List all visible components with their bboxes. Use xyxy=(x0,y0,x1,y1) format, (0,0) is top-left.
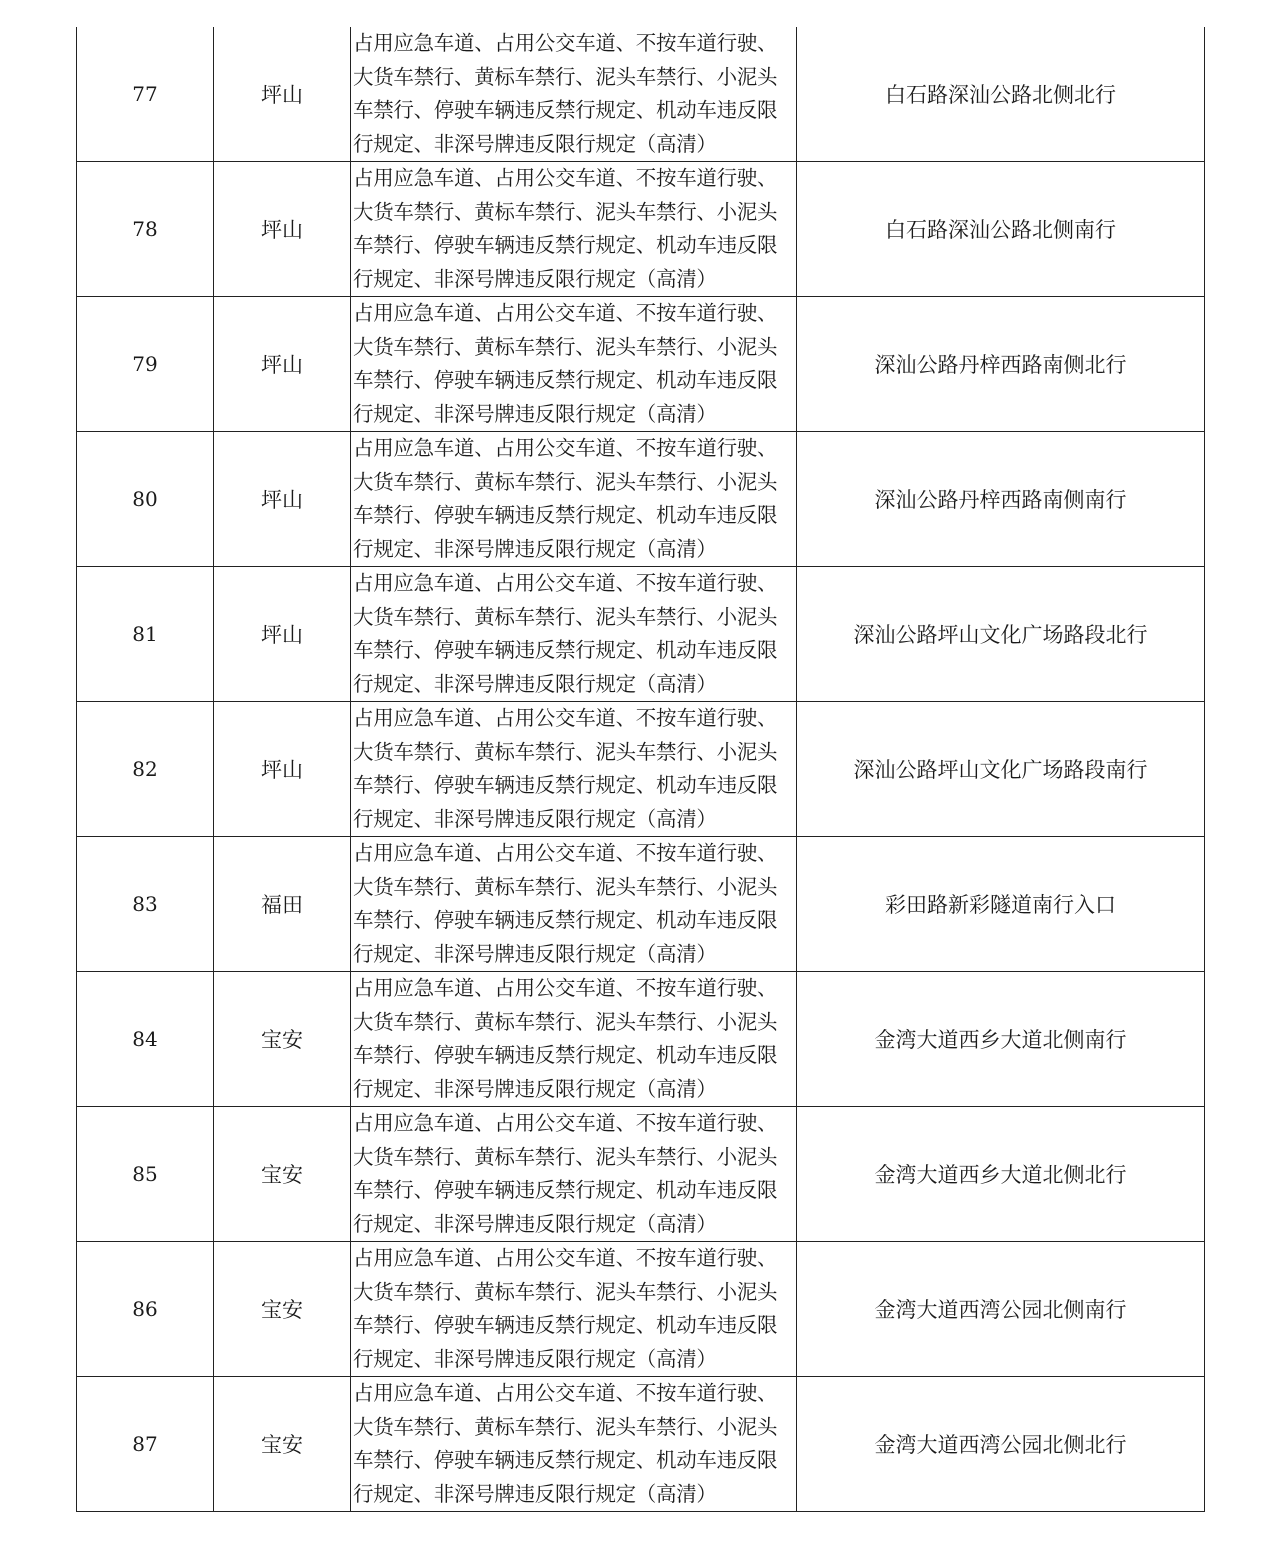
violation-types xyxy=(351,432,797,567)
row-number: 84 xyxy=(77,972,214,1107)
violation-types xyxy=(351,1377,797,1512)
location: 白石路深汕公路北侧北行 xyxy=(797,27,1205,162)
document-table-container xyxy=(76,27,1204,1512)
table-row xyxy=(77,1242,1205,1377)
table-row xyxy=(77,837,1205,972)
district: 坪山 xyxy=(214,567,351,702)
location: 深汕公路坪山文化广场路段北行 xyxy=(797,567,1205,702)
table-row xyxy=(77,1107,1205,1242)
table-row xyxy=(77,702,1205,837)
violation-text: 占用应急车道、占用公交车道、不按车道行驶、大货车禁行、黄标车禁行、泥头车禁行、小泥头车禁行、停驶车辆违反禁行规定、机动车违反限行规定、非深号牌违反限行规定（高清） xyxy=(353,31,778,156)
district: 宝安 xyxy=(214,972,351,1107)
location: 彩田路新彩隧道南行入口 xyxy=(797,837,1205,972)
violation-text: 占用应急车道、占用公交车道、不按车道行驶、大货车禁行、黄标车禁行、泥头车禁行、小泥头车禁行、停驶车辆违反禁行规定、机动车违反限行规定、非深号牌违反限行规定（高清） xyxy=(353,706,778,831)
row-number: 79 xyxy=(77,297,214,432)
location: 金湾大道西乡大道北侧南行 xyxy=(797,972,1205,1107)
violation-text: 占用应急车道、占用公交车道、不按车道行驶、大货车禁行、黄标车禁行、泥头车禁行、小泥头车禁行、停驶车辆违反禁行规定、机动车违反限行规定、非深号牌违反限行规定（高清） xyxy=(353,976,778,1101)
table-row xyxy=(77,972,1205,1107)
violation-types xyxy=(351,567,797,702)
row-number: 82 xyxy=(77,702,214,837)
district: 坪山 xyxy=(214,702,351,837)
location: 金湾大道西湾公园北侧南行 xyxy=(797,1242,1205,1377)
violation-types xyxy=(351,1107,797,1242)
table-row xyxy=(77,27,1205,162)
table-row xyxy=(77,567,1205,702)
location: 深汕公路坪山文化广场路段南行 xyxy=(797,702,1205,837)
violation-text: 占用应急车道、占用公交车道、不按车道行驶、大货车禁行、黄标车禁行、泥头车禁行、小泥头车禁行、停驶车辆违反禁行规定、机动车违反限行规定、非深号牌违反限行规定（高清） xyxy=(353,571,778,696)
violation-text: 占用应急车道、占用公交车道、不按车道行驶、大货车禁行、黄标车禁行、泥头车禁行、小泥头车禁行、停驶车辆违反禁行规定、机动车违反限行规定、非深号牌违反限行规定（高清） xyxy=(353,166,778,291)
violation-types xyxy=(351,27,797,162)
violation-types xyxy=(351,837,797,972)
violation-types xyxy=(351,297,797,432)
location: 金湾大道西湾公园北侧北行 xyxy=(797,1377,1205,1512)
district: 坪山 xyxy=(214,432,351,567)
table-row xyxy=(77,297,1205,432)
row-number: 86 xyxy=(77,1242,214,1377)
row-number: 80 xyxy=(77,432,214,567)
row-number: 85 xyxy=(77,1107,214,1242)
table-row xyxy=(77,162,1205,297)
district: 坪山 xyxy=(214,297,351,432)
violation-types xyxy=(351,1242,797,1377)
row-number: 78 xyxy=(77,162,214,297)
violation-types xyxy=(351,972,797,1107)
row-number: 77 xyxy=(77,27,214,162)
location: 深汕公路丹梓西路南侧南行 xyxy=(797,432,1205,567)
violation-types xyxy=(351,162,797,297)
table-row xyxy=(77,432,1205,567)
violation-text: 占用应急车道、占用公交车道、不按车道行驶、大货车禁行、黄标车禁行、泥头车禁行、小泥头车禁行、停驶车辆违反禁行规定、机动车违反限行规定、非深号牌违反限行规定（高清） xyxy=(353,301,778,426)
row-number: 87 xyxy=(77,1377,214,1512)
enforcement-points-table xyxy=(76,27,1205,1512)
district: 宝安 xyxy=(214,1377,351,1512)
district: 福田 xyxy=(214,837,351,972)
row-number: 81 xyxy=(77,567,214,702)
district: 宝安 xyxy=(214,1242,351,1377)
violation-text: 占用应急车道、占用公交车道、不按车道行驶、大货车禁行、黄标车禁行、泥头车禁行、小泥头车禁行、停驶车辆违反禁行规定、机动车违反限行规定、非深号牌违反限行规定（高清） xyxy=(353,841,778,966)
district: 坪山 xyxy=(214,162,351,297)
violation-text: 占用应急车道、占用公交车道、不按车道行驶、大货车禁行、黄标车禁行、泥头车禁行、小泥头车禁行、停驶车辆违反禁行规定、机动车违反限行规定、非深号牌违反限行规定（高清） xyxy=(353,436,778,561)
violation-text: 占用应急车道、占用公交车道、不按车道行驶、大货车禁行、黄标车禁行、泥头车禁行、小泥头车禁行、停驶车辆违反禁行规定、机动车违反限行规定、非深号牌违反限行规定（高清） xyxy=(353,1381,778,1506)
violation-text: 占用应急车道、占用公交车道、不按车道行驶、大货车禁行、黄标车禁行、泥头车禁行、小泥头车禁行、停驶车辆违反禁行规定、机动车违反限行规定、非深号牌违反限行规定（高清） xyxy=(353,1111,778,1236)
violation-text: 占用应急车道、占用公交车道、不按车道行驶、大货车禁行、黄标车禁行、泥头车禁行、小泥头车禁行、停驶车辆违反禁行规定、机动车违反限行规定、非深号牌违反限行规定（高清） xyxy=(353,1246,778,1371)
district: 宝安 xyxy=(214,1107,351,1242)
row-number: 83 xyxy=(77,837,214,972)
table-row xyxy=(77,1377,1205,1512)
location: 金湾大道西乡大道北侧北行 xyxy=(797,1107,1205,1242)
violation-types xyxy=(351,702,797,837)
location: 白石路深汕公路北侧南行 xyxy=(797,162,1205,297)
district: 坪山 xyxy=(214,27,351,162)
location: 深汕公路丹梓西路南侧北行 xyxy=(797,297,1205,432)
